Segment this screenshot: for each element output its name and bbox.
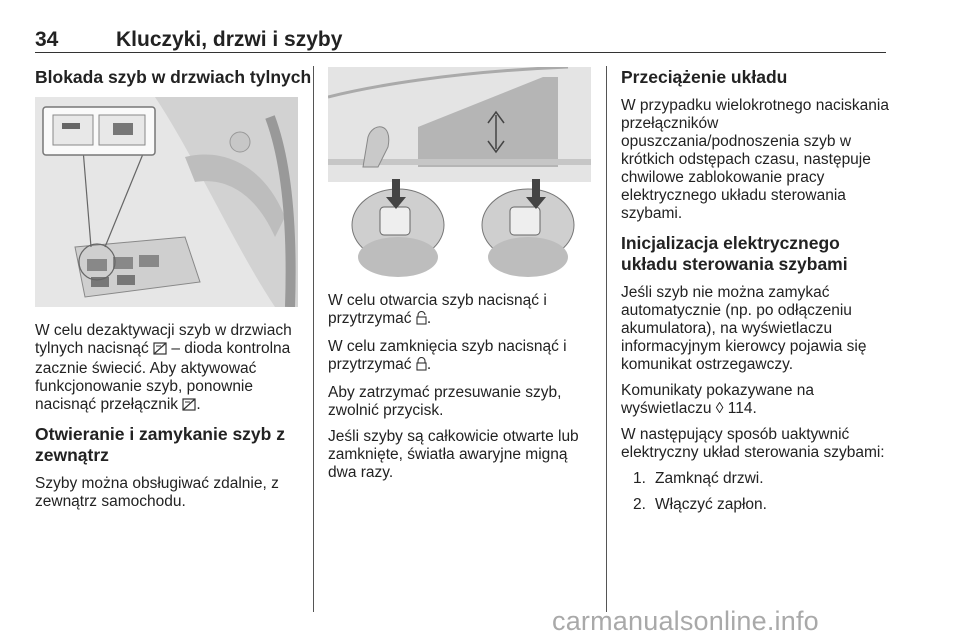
column-2-text [328, 292, 593, 490]
column-divider [313, 66, 314, 612]
window-lock-icon [182, 398, 196, 416]
lock-icon [416, 357, 427, 376]
paragraph: Szyby można obsługiwać zdalnie, z zewnątrz samochodu. [35, 475, 279, 510]
step-number: 2. [633, 496, 646, 513]
paragraph: W przypadku wielokrotnego naciskania przełączników opuszczania/podnoszenia szyb w krótkich odstępach czasu, następuje chwilowe zablokowanie pracy elektrycznego układu sterowania szybami. [621, 97, 889, 222]
arrow-ref-icon: ◊ [715, 400, 724, 417]
list-item [633, 496, 889, 514]
step-number: 1. [633, 470, 646, 487]
section-heading: Przeciążenie układu [621, 67, 788, 87]
paragraph [35, 322, 300, 416]
window-lock-icon [153, 342, 167, 360]
key-remote-illustration [328, 67, 591, 285]
paragraph: Aby zatrzymać przesuwanie szyb, zwolnić przycisk. [328, 384, 562, 419]
paragraph: Jeśli szyby są całkowicie otwarte lub zamknięte, światła awaryjne migną dwa razy. [328, 428, 579, 481]
text: W celu otwarcia szyb nacisnąć i przytrzymać [328, 292, 547, 327]
text: W celu dezaktywacji szyb w drzwiach tylnych nacisnąć [35, 322, 292, 357]
page-reference: 114. [723, 400, 757, 417]
paragraph [328, 338, 593, 376]
text: Komunikaty pokazywane na wyświetlaczu [621, 382, 815, 417]
column-1 [35, 67, 312, 97]
text: . [426, 356, 432, 373]
text: . [196, 396, 201, 413]
column-divider [606, 66, 607, 612]
unlock-icon [416, 311, 427, 330]
text: – dioda kontrolna zacznie świecić. Aby aktywować funkcjonowanie szyb, ponownie nacisnąć przełącznik [35, 340, 291, 413]
column-1-text [35, 322, 300, 519]
text: . [426, 310, 432, 327]
page-header [35, 24, 886, 53]
steps-list [621, 470, 889, 514]
step-text: Włączyć zapłon. [655, 496, 767, 513]
step-text: Zamknąć drzwi. [655, 470, 764, 487]
paragraph [328, 292, 593, 330]
page-number: 34 [35, 28, 59, 51]
watermark: carmanualsonline.info [552, 606, 819, 636]
section-subheading: Otwieranie i zamykanie szyb z zewnątrz [35, 424, 285, 465]
door-switch-illustration [35, 97, 298, 307]
paragraph: Jeśli szyb nie można zamykać automatycznie (np. po odłączeniu akumulatora), na wyświetlaczu informacyjnym kierowcy pojawia się komunikat ostrzegawczy. [621, 284, 867, 373]
column-3 [621, 67, 889, 522]
section-heading: Inicjalizacja elektrycznego układu sterowania szybami [621, 233, 848, 274]
chapter-title: Kluczyki, drzwi i szyby [116, 28, 343, 51]
text: W celu zamknięcia szyb nacisnąć i przytrzymać [328, 338, 567, 373]
paragraph: W następujący sposób uaktywnić elektryczny układ sterowania szybami: [621, 426, 885, 461]
paragraph [621, 382, 889, 418]
list-item [633, 470, 889, 488]
section-heading: Blokada szyb w drzwiach tylnych [35, 67, 312, 87]
